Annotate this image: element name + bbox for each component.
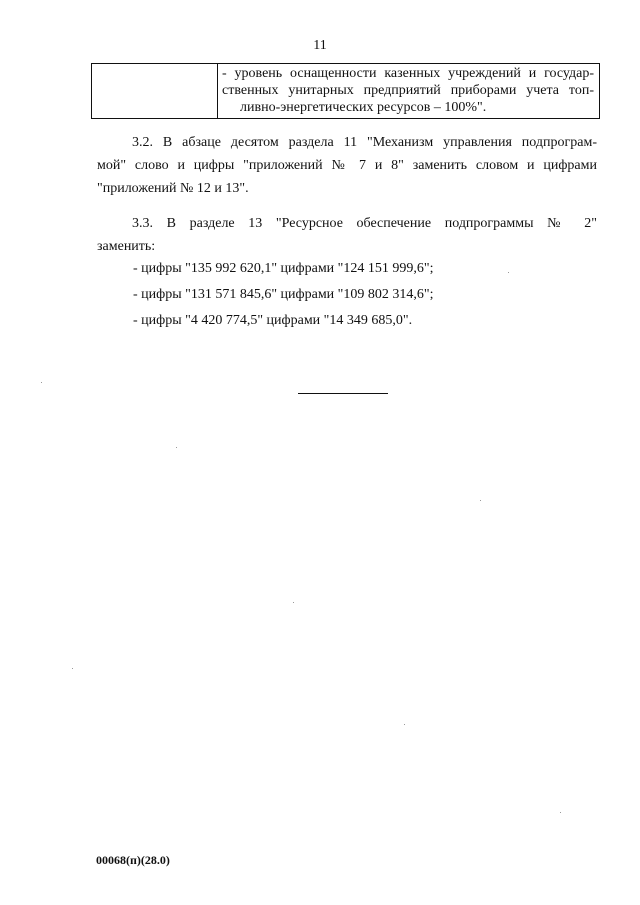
table-cell-text <box>222 65 594 116</box>
scan-speck <box>404 724 405 725</box>
paragraph-line: 3.3. В разделе 13 "Ресурсное обеспечение подпрограммы № 2" <box>132 216 597 231</box>
scan-speck <box>176 447 177 448</box>
document-code: 00068(п)(28.0) <box>96 853 170 867</box>
paragraph-3-3 <box>97 212 597 258</box>
closing-rule <box>298 393 388 394</box>
replacement-item: - цифры "4 420 774,5" цифрами "14 349 685,0". <box>133 313 413 328</box>
table-cell-line: - уровень оснащенности казенных учреждений и государ- <box>222 66 594 81</box>
paragraph-line: "приложений № 12 и 13". <box>97 181 249 196</box>
scan-speck <box>508 272 509 273</box>
scan-speck <box>41 382 42 383</box>
scan-speck <box>560 812 561 813</box>
scan-speck <box>72 668 73 669</box>
paragraph-line: мой" слово и цифры "приложений № 7 и 8" заменить словом и цифрами <box>97 158 597 173</box>
paragraph-3-2 <box>97 131 597 200</box>
page-number: 11 <box>313 38 327 53</box>
scan-speck <box>293 602 294 603</box>
paragraph-line: 3.2. В абзаце десятом раздела 11 "Механизм управления подпрограм- <box>132 135 597 150</box>
scan-speck <box>480 500 481 501</box>
table-cell-line: ственных унитарных предприятий приборами учета топ- <box>222 83 594 98</box>
table-cell-line: ливно-энергетических ресурсов – 100%". <box>240 100 487 115</box>
table-column-divider <box>217 64 218 118</box>
replacement-item: - цифры "135 992 620,1" цифрами "124 151 999,6"; <box>133 261 434 276</box>
replacement-item: - цифры "131 571 845,6" цифрами "109 802 314,6"; <box>133 287 434 302</box>
paragraph-line: заменить: <box>97 239 156 254</box>
table-fragment <box>91 63 600 119</box>
